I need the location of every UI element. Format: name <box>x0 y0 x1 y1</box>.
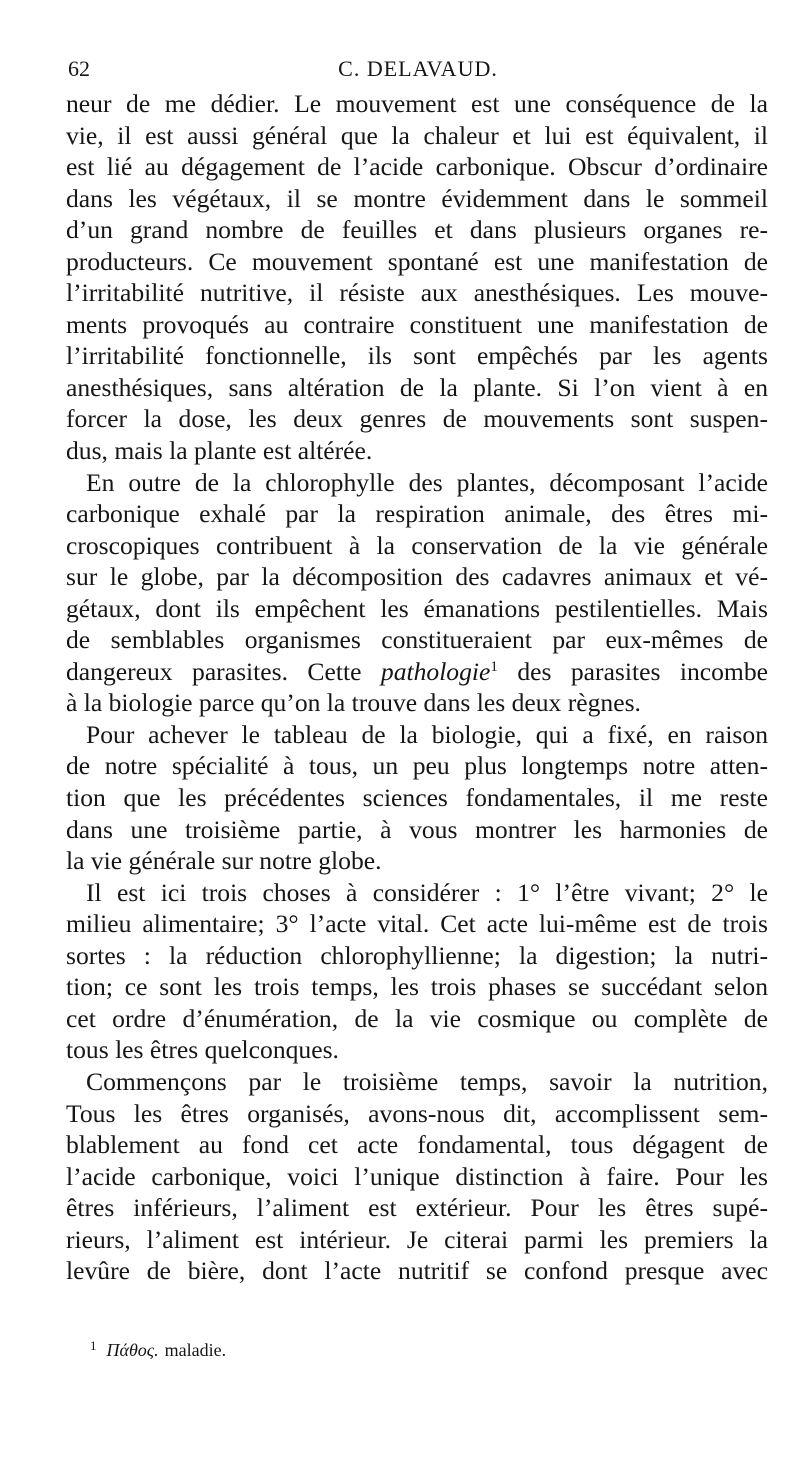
footnote-mark: 1 <box>90 1338 97 1353</box>
footnote-greek-term: Πάθος. <box>106 1340 159 1360</box>
text-line: tion que les précédentes sciences fondamentales, il me reste <box>66 783 768 813</box>
line-end: des parasites incombe <box>517 656 768 686</box>
text-line: dans les végétaux, il se montre évidemment dans le sommeil <box>66 183 768 213</box>
text-line: sur le globe, par la décomposition des cadavres animaux et vé- <box>66 562 768 592</box>
text-line: forcer la dose, les deux genres de mouvements sont suspen- <box>66 404 768 434</box>
text-line: est lié au dégagement de l’acide carbonique. Obscur d’ordinaire <box>66 152 768 182</box>
body-text <box>66 88 768 1287</box>
text-line: de notre spécialité à tous, un peu plus longtemps notre atten- <box>66 751 768 781</box>
text-line: vie, il est aussi général que la chaleur et lui est équivalent, il <box>66 120 768 150</box>
text-line: l’irritabilité fonctionnelle, ils sont empêchés par les agents <box>66 341 768 371</box>
line-start: dangereux parasites. Cette <box>66 656 362 686</box>
text-line-pathologie <box>66 656 768 688</box>
text-line: neur de me dédier. Le mouvement est une conséquence de la <box>66 89 768 118</box>
text-line: gétaux, dont ils empêchent les émanations pestilentielles. Mais <box>66 593 768 623</box>
running-head: C. DELAVAUD. <box>338 56 498 81</box>
text-line: à la biologie parce qu’on la trouve dans les deux règnes. <box>66 688 641 718</box>
text-line: l’irritabilité nutritive, il résiste aux anesthésiques. Les mouve- <box>66 278 768 308</box>
text-line: croscopiques contribuent à la conservation de la vie générale <box>66 530 768 560</box>
page-number: 62 <box>68 56 90 81</box>
page-header <box>68 56 768 86</box>
text-line: cet ordre d’énumération, de la vie cosmique ou complète de <box>66 1003 768 1033</box>
text-line: producteurs. Ce mouvement spontané est une manifestation de <box>66 246 768 276</box>
text-line: levûre de bière, dont l’acte nutritif se confond presque avec <box>66 1256 768 1286</box>
footnote <box>90 1338 226 1361</box>
text-line: ments provoqués au contraire constituent une manifestation de <box>66 309 768 339</box>
text-line: tous les êtres quelconques. <box>66 1035 339 1065</box>
text-line: sortes : la réduction chlorophyllienne; la digestion; la nutri- <box>66 940 768 970</box>
text-line: dus, mais la plante est altérée. <box>66 436 373 466</box>
text-line: de semblables organismes constitueraient par eux-mêmes de <box>66 625 768 655</box>
text-line: milieu alimentaire; 3° l’acte vital. Cet acte lui-même est de trois <box>66 909 768 939</box>
text-line: blablement au fond cet acte fondamental, tous dégagent de <box>66 1130 768 1160</box>
text-line: carbonique exhalé par la respiration animale, des êtres mi- <box>66 499 768 529</box>
footnote-reference: 1 <box>490 658 498 675</box>
text-line: tion; ce sont les trois temps, les trois phases se succédant selon <box>66 972 768 1002</box>
text-line: la vie générale sur notre globe. <box>66 846 382 876</box>
text-line: l’acide carbonique, voici l’unique distinction à faire. Pour les <box>66 1161 768 1191</box>
text-line: dans une troisième partie, à vous montrer les harmonies de <box>66 814 768 844</box>
text-line: Pour achever le tableau de la biologie, qui a fixé, en raison <box>86 719 768 749</box>
text-line: êtres inférieurs, l’aliment est extérieur. Pour les êtres supé- <box>66 1193 768 1223</box>
footnote-text: maladie. <box>164 1340 227 1360</box>
text-line: Commençons par le troisième temps, savoir la nutrition, <box>86 1066 768 1096</box>
text-line: Il est ici trois choses à considérer : 1° l’être vivant; 2° le <box>86 877 768 907</box>
text-line: En outre de la chlorophylle des plantes, décomposant l’acide <box>86 467 768 497</box>
text-line: rieurs, l’aliment est intérieur. Je citerai parmi les premiers la <box>66 1224 768 1254</box>
pathologie-term: pathologie <box>380 656 491 686</box>
text-line: anesthésiques, sans altération de la plante. Si l’on vient à en <box>66 372 768 402</box>
text-line: d’un grand nombre de feuilles et dans plusieurs organes re- <box>66 215 768 245</box>
text-line: Tous les êtres organisés, avons-nous dit, accomplissent sem- <box>66 1098 768 1128</box>
